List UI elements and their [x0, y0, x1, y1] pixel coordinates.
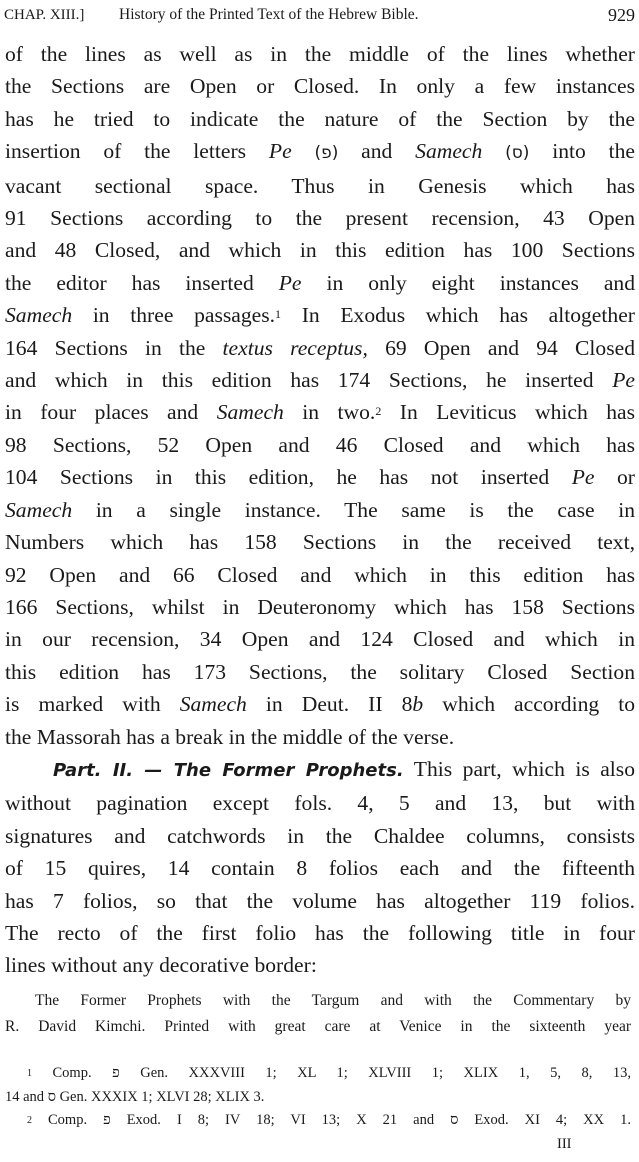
running-title: History of the Printed Text of the Hebrew Bible. [119, 6, 419, 23]
text-line: is marked with Samech in Deut. II 8b which according to [5, 692, 635, 717]
running-header [4, 0, 635, 30]
text-line: vacant sectional space. Thus in Genesis which has [5, 173, 635, 198]
text-line: The recto of the first folio has the following title in four [5, 920, 635, 945]
title-quotation [5, 988, 631, 1040]
text-line: in our recension, 34 Open and 124 Closed and which in [5, 627, 635, 652]
text-line: 104 Sections in this edition, he has not inserted Pe or [5, 465, 635, 490]
page-number: 929 [608, 5, 635, 25]
footnote-ref: 2 [375, 404, 382, 419]
part-heading-line: Part. II. — The Former Prophets. This part, which is also [53, 756, 635, 781]
text-line: Numbers which has 158 Sections in the received text, [5, 530, 635, 555]
text-line: without pagination except fols. 4, 5 and 13, but with [5, 791, 635, 816]
text-line: of the lines as well as in the middle of the lines whether [5, 42, 635, 66]
main-text [5, 38, 635, 982]
text-line: the Sections are Open or Closed. In only a few instances [5, 74, 635, 99]
text-line: 92 Open and 66 Closed and which in this edition has [5, 562, 635, 587]
text-line: 98 Sections, 52 Open and 46 Closed and which has [5, 432, 635, 457]
text-line: signatures and catchwords in the Chaldee columns, consists [5, 823, 635, 848]
chapter-label: CHAP. XIII.] [4, 7, 85, 23]
part-heading: Part. II. — The Former Prophets. [53, 759, 404, 781]
text-line: 166 Sections, whilst in Deuteronomy which has 158 Sections [5, 594, 635, 619]
text-line: and which in this edition has 174 Sections, he inserted Pe [5, 368, 635, 393]
footnote-1-cont: 14 and ס Gen. XXXIX 1; XLVI 28; XLIX 3. [5, 1088, 265, 1105]
text-line: has he tried to indicate the nature of the Section by the [5, 106, 635, 131]
quote-line: R. David Kimchi. Printed with great care at Venice in the sixteenth year [5, 1018, 631, 1035]
text-line: in four places and Samech in two.$^2$ In Leviticus which has [5, 400, 635, 425]
text-line: 91 Sections according to the present recension, 43 Open [5, 206, 635, 231]
footnote-ref: 1 [275, 307, 282, 322]
footnote-2-cont: III [557, 1135, 572, 1152]
text-line: 164 Sections in the textus receptus, 69 Open and 94 Closed [5, 335, 635, 360]
footnote-2: $^2$ Comp. פ Exod. I 8; IV 18; VI 13; X 21 and ס Exod. XI 4; XX 1. [27, 1112, 631, 1128]
quote-line: The Former Prophets with the Targum and with the Commentary by [35, 992, 631, 1009]
text-line: of 15 quires, 14 contain 8 folios each and the fifteenth [5, 856, 635, 881]
footnotes [5, 1062, 631, 1156]
text-line: insertion of the letters Pe (פ) and Samech (ס) into the [5, 139, 635, 164]
text-line: the Massorah has a break in the middle of the verse. [5, 724, 455, 749]
text-line: Samech in three passages.$^1$ In Exodus which has altogether [5, 303, 635, 328]
text-line: this edition has 173 Sections, the solitary Closed Section [5, 659, 635, 684]
footnote-1: $^1$ Comp. פ Gen. XXXVIII 1; XL 1; XLVIII 1; XLIX 1, 5, 8, 13, [27, 1065, 631, 1081]
text-line: the editor has inserted Pe in only eight instances and [5, 270, 635, 295]
text-line: and 48 Closed, and which in this edition has 100 Sections [5, 238, 635, 263]
text-line: lines without any decorative border: [5, 953, 317, 978]
text-line: Samech in a single instance. The same is the case in [5, 497, 635, 522]
text-line: has 7 folios, so that the volume has altogether 119 folios. [5, 888, 635, 913]
